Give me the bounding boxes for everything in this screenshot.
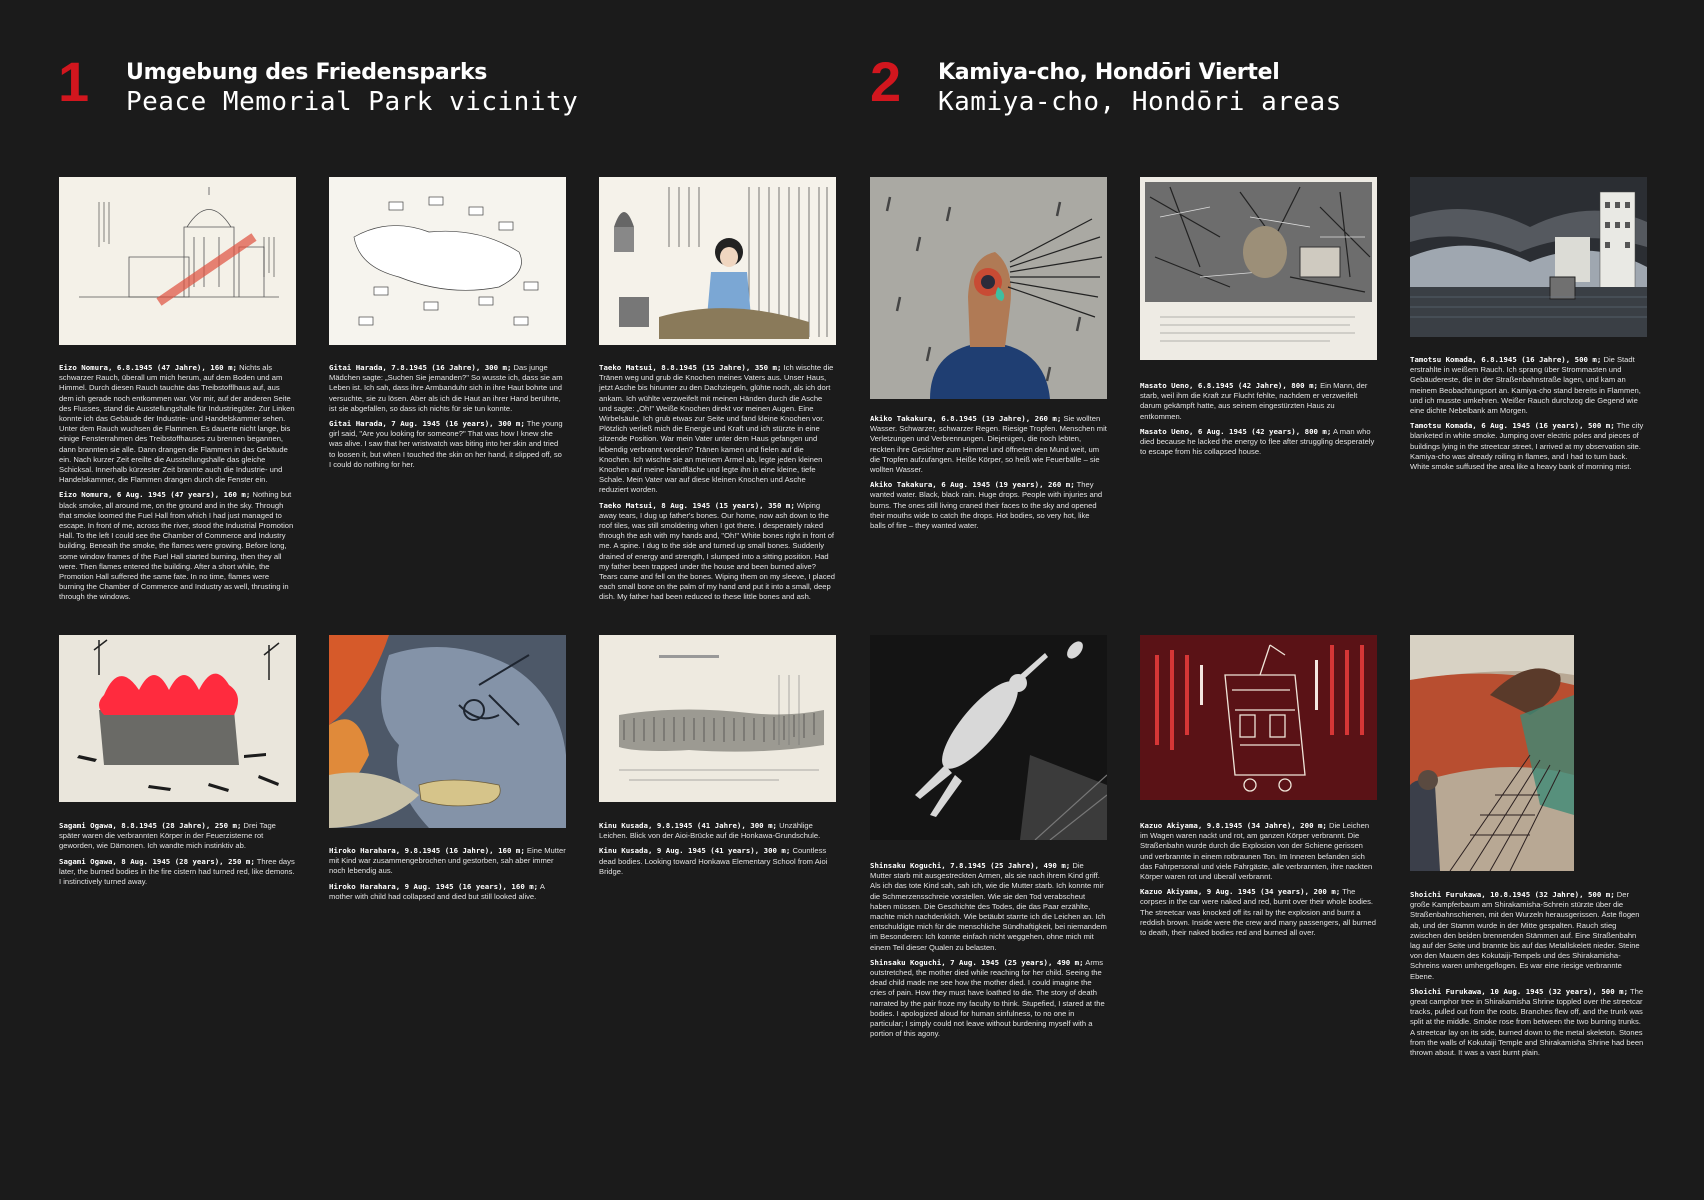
testimony-body: A man who died because he lacked the energy to flee after struggling desperately to escape from his collapsed house.	[1140, 426, 1375, 457]
witness-heading: Sagami Ogawa, 8.8.1945 (28 Jahre), 250 m;	[59, 821, 242, 830]
section-title-english: Peace Memorial Park vicinity	[126, 87, 579, 117]
testimony-body: Sie wollten Wasser. Schwarzer, schwarzer Regen. Riesige Tropfen. Menschen mit Verletzungen und Verbrennungen. Diejenigen, die noch lebten, reckten ihre Gesichter zum Himmel und öffneten den Mund weit, um die Tropfen aufzufangen. Heiße Körper, so heiß wie Feuerbälle – sie wollten Wasser.	[870, 414, 1107, 475]
artwork-image	[329, 177, 566, 345]
section-number: 1	[58, 50, 90, 113]
witness-heading: Eizo Nomura, 6.8.1945 (47 Jahre), 160 m;	[59, 363, 237, 372]
witness-heading: Shinsaku Koguchi, 7 Aug. 1945 (25 years), 490 m;	[870, 957, 1084, 967]
witness-heading: Kazuo Akiyama, 9.8.1945 (34 Jahre), 200 m;	[1140, 821, 1327, 830]
artwork-image	[59, 177, 296, 345]
testimony-text	[329, 846, 566, 907]
testimony-body: Wiping away tears, I dug up father's bones. Our home, now ash down to the roof tiles, was still smoldering when I got there. I desperately raked through the ash with my hands and, "Oh!" White bones right in front of me. A spine. I dug to the side and turned up small bones. Suddenly drained of energy and strength, I slumped into a sitting position. Had my father been trapped under the house and been burned alive? Tears came and fell on the bones. Wiping them on my sleeve, I placed each small bone on the palm of my hand and put it into a small, deep dish. My father had been reduced to these little bones and ash.	[599, 500, 835, 602]
testimony-body: Ein Mann, der starb, weil ihm die Kraft zur Flucht fehlte, nachdem er verzweifelt darum gekämpft hatte, aus seinem eingestürzten Haus zu entkommen.	[1140, 381, 1368, 421]
testimony-body: Nothing but black smoke, all around me, on the ground and in the sky. Through that smoke loomed the Fuel Hall from which I had just managed to escape. In front of me, across the river, stood the Industrial Promotion Hall. To the left I could see the Chamber of Commerce and Industry building. Beneath the smoke, the flames were growing. Before long, some window frames of the Fuel Hall started burning, then they all were. Then flames entered the building. After a short while, the Promotion Hall suffered the same fate. In no time, flames were burning the Chamber of Commerce and Industry as well, thrusting in through the windows.	[59, 490, 294, 602]
witness-heading: Taeko Matsui, 8.8.1945 (15 Jahre), 350 m;	[599, 363, 782, 372]
witness-heading: Akiko Takakura, 6.8.1945 (19 Jahre), 260 m;	[870, 414, 1062, 423]
witness-heading: Eizo Nomura, 6 Aug. 1945 (47 years), 160 m;	[59, 490, 251, 500]
testimony-text	[599, 821, 836, 882]
witness-heading: Gitai Harada, 7.8.1945 (16 Jahre), 300 m;	[329, 363, 512, 372]
testimony-body: They wanted water. Black, black rain. Huge drops. People with injuries and burns. The ones still living craned their faces to the sky and opened their mouths wide to catch the drops. Hot bodies, so very hot, like balls of fire – they wanted water.	[870, 480, 1103, 531]
witness-heading: Shoichi Furukawa, 10 Aug. 1945 (32 years), 500 m;	[1410, 986, 1629, 996]
artwork-image	[1140, 177, 1377, 360]
testimony-text	[870, 861, 1107, 1044]
witness-heading: Masato Ueno, 6 Aug. 1945 (42 years), 800 m;	[1140, 426, 1332, 436]
testimony-body: The city blanketed in white smoke. Jumping over electric poles and pieces of buildings lying in the streetcar street, I arrived at my observation site. Kamiya-cho was already roiling in flames, and I had to turn back. White smoke suffused the area like a heavy bank of morning mist.	[1410, 421, 1644, 472]
testimony-text	[1410, 890, 1647, 1063]
testimony-body: Die Leichen im Wagen waren nackt und rot, am ganzen Körper verbrannt. Die Straßenbahn wurde durch die Explosion von der Schiene gerissen und verbrannte in einem rotbraunen Ton. Im Inneren befanden sich das Fahrpersonal und viele Fahrgäste, alle verbrannten, ihre nackten Körper waren rot und überall verbrannt.	[1140, 821, 1373, 882]
witness-heading: Tamotsu Komada, 6.8.1945 (16 Jahre), 500 m;	[1410, 355, 1602, 364]
artwork-image	[599, 177, 836, 345]
testimony-body: The corpses in the car were naked and red, burnt over their whole bodies. The streetcar was knocked off its rail by the explosion and burnt a reddish brown. Inside were the crew and many passengers, all burned to death, their naked bodies red and burned all over.	[1140, 887, 1376, 938]
witness-heading: Kinu Kusada, 9.8.1945 (41 Jahre), 300 m;	[599, 821, 777, 830]
witness-heading: Kinu Kusada, 9 Aug. 1945 (41 years), 300 m;	[599, 846, 791, 856]
section-title-german: Umgebung des Friedensparks	[126, 60, 488, 85]
testimony-text	[59, 363, 296, 608]
witness-heading: Sagami Ogawa, 8 Aug. 1945 (28 years), 250 m;	[59, 856, 255, 866]
testimony-body: Die Mutter starb mit ausgestreckten Armen, als sie nach ihrem Kind griff. Als ich das tote Kind sah, sah ich, wie die Mutter starb. Ich konnte mir die Schmerzensschreie vorstellen. Wie sie den Tod verabscheut haben müssen. Die Geschichte des Todes, die das Paar erzählte, machte mich nachdenklich. Wie betäubt starrte ich die Leichen an. Ich entschuldigte mich für die menschliche Sündhaftigkeit, bei niemandem im Besonderen: Ich konnte einfach nicht weggehen, ohne mich mit einem Teil dieser Qualen zu belasten.	[870, 861, 1107, 952]
testimony-body: The great camphor tree in Shirakamisha Shrine toppled over the streetcar tracks, pulled out from the roots. Branches flew off, and the trunk was split at the middle. Smoke rose from between the two burning trunks. A streetcar lay on its side, burned down to the metal skeleton. Stones from the walls of Kokutaiji Temple and Shirakamisha Shrine had been thrown about. It was a vast burnt plain.	[1410, 986, 1644, 1058]
testimony-text	[329, 363, 566, 475]
artwork-image	[870, 177, 1107, 399]
witness-heading: Kazuo Akiyama, 9 Aug. 1945 (34 years), 200 m;	[1140, 887, 1341, 897]
witness-heading: Gitai Harada, 7 Aug. 1945 (16 years), 300 m;	[329, 419, 525, 429]
testimony-body: A mother with child had collapsed and died but still looked alive.	[329, 881, 545, 901]
testimony-body: Arms outstretched, the mother died while reaching for her child. Seeing the dead child made me see how the mother died. I could imagine the cries of pain. How they must have loathed to die. The story of death narrated by the pair froze my faculty to think. Stupefied, I stared at the bodies. I apologized aloud for human sinfulness, to no one in particular; I simply could not leave without burdening myself with a portion of this agony.	[870, 957, 1105, 1039]
witness-heading: Akiko Takakura, 6 Aug. 1945 (19 years), 260 m;	[870, 480, 1075, 490]
witness-heading: Shinsaku Koguchi, 7.8.1945 (25 Jahre), 490 m;	[870, 861, 1071, 870]
testimony-text	[59, 821, 296, 892]
section-title-english: Kamiya-cho, Hondōri areas	[938, 87, 1342, 117]
artwork-image	[1140, 635, 1377, 800]
witness-heading: Hiroko Harahara, 9 Aug. 1945 (16 years), 160 m;	[329, 881, 539, 891]
artwork-image	[1410, 177, 1647, 337]
testimony-text	[1140, 381, 1377, 462]
testimony-body: Drei Tage später waren die verbrannten Körper in der Feuerzisterne rot geworden, wie Dämonen. Ich wandte mich instinktiv ab.	[59, 821, 276, 851]
testimony-text	[1410, 355, 1647, 477]
section-title-german: Kamiya-cho, Hondōri Viertel	[938, 60, 1280, 85]
artwork-image	[599, 635, 836, 802]
testimony-text	[1140, 821, 1377, 943]
artwork-image	[329, 635, 566, 828]
testimony-body: The young girl said, "Are you looking for someone?" That was how I knew she was alive. I saw that her wristwatch was biting into her skin and tried to loosen it, but when I touched the skin on her hand, it slipped off, so I could do nothing for her.	[329, 419, 563, 469]
artwork-image	[1410, 635, 1574, 871]
section-number: 2	[870, 50, 902, 113]
artwork-image	[870, 635, 1107, 840]
testimony-body: Die Stadt erstrahlte in weißem Rauch. Ich sprang über Strommasten und Gebäudereste, die in der Straßenbahnstraße lagen, und kam an meinem Beobachtungsort an. Kamiya-cho stand bereits in Flammen, und ich musste umkehren. Weißer Rauch durchzog die Gegend wie eine dichte Nebelbank am Morgen.	[1410, 355, 1641, 416]
witness-heading: Shoichi Furukawa, 10.8.1945 (32 Jahre), 500 m;	[1410, 890, 1615, 899]
artwork-image	[59, 635, 296, 802]
witness-heading: Hiroko Harahara, 9.8.1945 (16 Jahre), 160 m;	[329, 846, 525, 855]
testimony-body: Three days later, the burned bodies in the fire cistern had turned red, like demons. I instinctively turned away.	[59, 856, 295, 887]
testimony-text	[870, 414, 1107, 536]
witness-heading: Masato Ueno, 6.8.1945 (42 Jahre), 800 m;	[1140, 381, 1318, 390]
testimony-body: Countless dead bodies. Looking toward Honkawa Elementary School from Aioi Bridge.	[599, 846, 828, 876]
testimony-text	[599, 363, 836, 608]
witness-heading: Taeko Matsui, 8 Aug. 1945 (15 years), 350 m;	[599, 500, 795, 510]
testimony-body: Ich wischte die Tränen weg und grub die Knochen meines Vaters aus. Unser Haus, jetzt Asche bis hinunter zu den Dachziegeln, glühte noch, als ich dort ankam. Ich wühlte verzweifelt mit meinen Händen durch die Asche und sagte: „Oh!" Weiße Knochen direkt vor meinen Augen. Eine Wirbelsäule. Ich grub etwas zur Seite und fand kleine Knochen vor. Plötzlich verließ mich die Energie und Kraft und ich stürzte in eine sitzende Position. War mein Vater unter dem Haus gefangen und lebendig verbrannt worden? Tränen kamen und fielen auf die Knochen. Ich wischte sie an meinem Ärmel ab, legte jeden kleinen Knochen auf meine Handfläche und legte ihn in eine kleine, tiefe Schale. Mein Vater war auf diese kleinen Knochen und Asche reduziert worden.	[599, 363, 834, 495]
testimony-body: Eine Mutter mit Kind war zusammengebrochen und gestorben, sah aber immer noch lebendig aus.	[329, 846, 566, 876]
testimony-body: Unzählige Leichen. Blick von der Aioi-Brücke auf die Honkawa-Grundschule.	[599, 821, 821, 841]
testimony-body: Der große Kampferbaum am Shirakamisha-Schrein stürzte über die Straßenbahnschienen, mit den Wurzeln herausgerissen. Äste flogen ab, und der Stamm wurde in der Mitte gespalten. Rauch stieg zwischen den beiden brennenden Stämmen auf. Eine Straßenbahn lag auf der Seite und brannte bis auf das Metallskelett nieder. Steine von den Mauern des Kokutaiji-Tempels und des Shirakamisha-Schreins waren umhergeflogen. Es war eine riesige verbrannte Ebene.	[1410, 890, 1640, 981]
testimony-body: Das junge Mädchen sagte: „Suchen Sie jemanden?" So wusste ich, dass sie am Leben ist. Ich sah, dass ihre Armbanduhr sich in ihre Haut bohrte und versuchte, sie zu lösen. Aber als ich die Haut an ihrer Hand berührte, ist sie abgefallen, so dass ich nichts für sie tun konnte.	[329, 363, 563, 413]
testimony-body: Nichts als schwarzer Rauch, überall um mich herum, auf dem Boden und am Himmel. Durch diesen Rauch tauchte das Treibstofflhaus auf, aus dem ich gerade noch entkommen war. Vor mir, auf der anderen Seite des Flusses, stand die Ausstellungshalle für Industriegüter. Zur Linken konnte ich das Gebäude der Industrie- und Handelskammer sehen. Unter dem Rauch wuchsen die Flammen. Es dauerte nicht lange, bis einige Fensterrahmen des Treibstoffhauses zu brennen begannen, dann brannten sie alle. Dann drangen die Flammen in das Gebäude ein. Nach kurzer Zeit ereilte die Ausstellungshalle das gleiche Schicksal. Innerhalb kürzester Zeit brannte auch die Industrie- und Handelskammer, die Flammen drangen durch die Fenster ein.	[59, 363, 295, 485]
witness-heading: Tamotsu Komada, 6 Aug. 1945 (16 years), 500 m;	[1410, 421, 1615, 431]
